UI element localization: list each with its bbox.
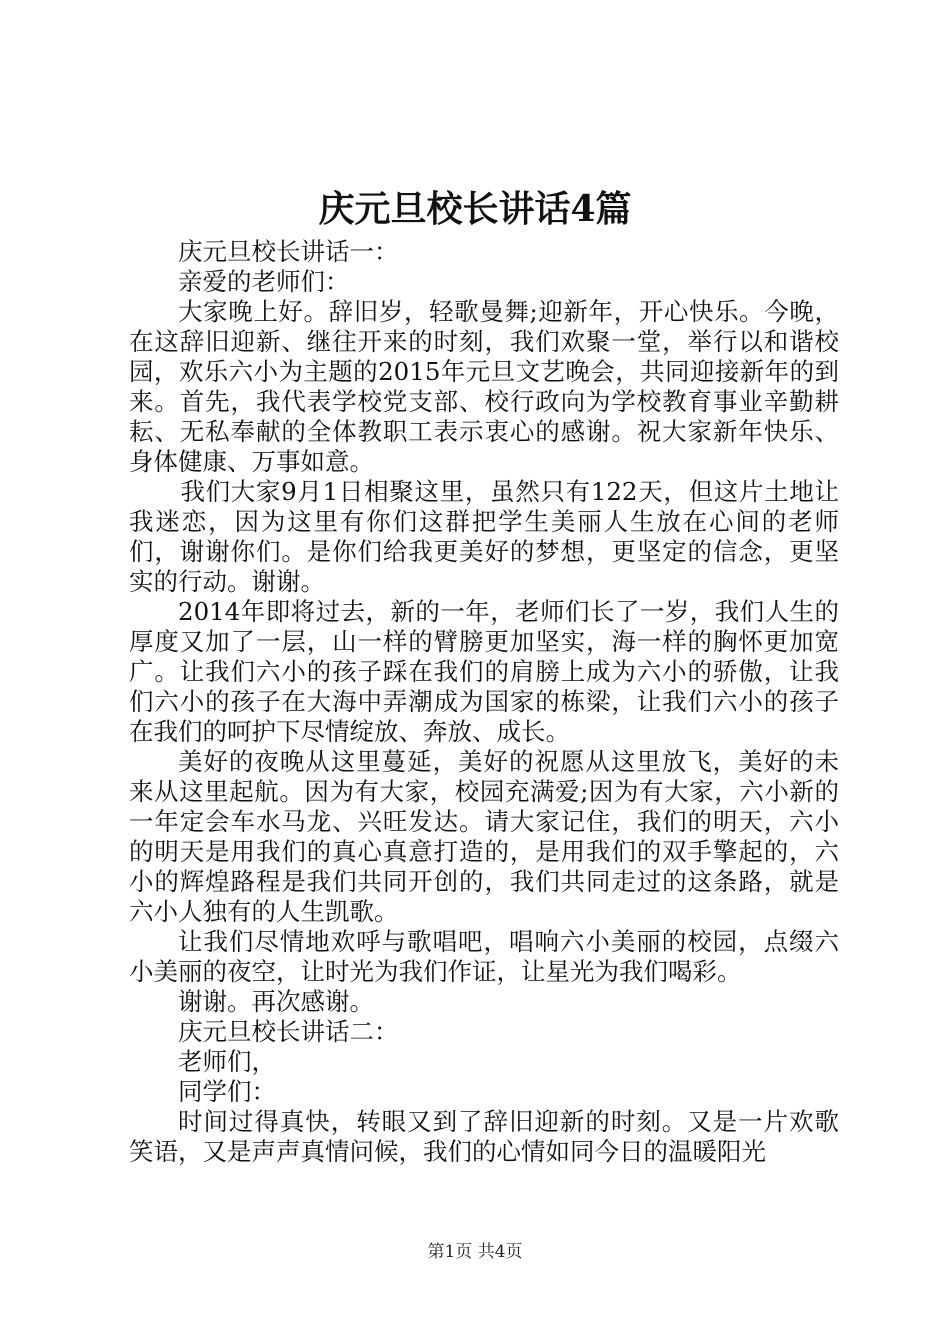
paragraph: 美好的夜晚从这里蔓延，美好的祝愿从这里放飞，美好的未来从这里起航。因为有大家，校园充满爱;因为有大家，六小新的一年定会车水马龙、兴旺发达。请大家记住，我们的明天，六小的明天是用我们的真心真意打造的，是用我们的双手擎起的，六小的辉煌路程是我们共同开创的，我们共同走过的这条路，就是六小人独有的人生凯歌。 — [129, 747, 839, 926]
document-body — [129, 237, 839, 1167]
page-footer: 第1页 共4页 — [427, 1242, 523, 1262]
paragraph: 时间过得真快，转眼又到了辞旧迎新的时刻。又是一片欢歌笑语，又是声声真情问候，我们的心情如同今日的温暖阳光 — [129, 1107, 839, 1166]
paragraph: 我们大家9月1日相聚这里，虽然只有122天，但这片土地让我迷恋，因为这里有你们这群把学生美丽人生放在心间的老师们，谢谢你们。是你们给我更美好的梦想，更坚定的信念，更坚实的行动。谢谢。 — [129, 477, 839, 596]
paragraph-heading-two: 庆元旦校长讲话二： — [178, 1017, 399, 1046]
document-title: 庆元旦校长讲话4篇 — [318, 188, 632, 230]
paragraph-salutation: 亲爱的老师们： — [178, 267, 350, 296]
paragraph-salutation: 同学们： — [178, 1077, 276, 1106]
paragraph: 谢谢。再次感谢。 — [178, 987, 374, 1016]
paragraph: 2014年即将过去，新的一年，老师们长了一岁，我们人生的厚度又加了一层，山一样的臂膀更加坚实，海一样的胸怀更加宽广。让我们六小的孩子踩在我们的肩膀上成为六小的骄傲，让我们六小的孩子在大海中弄潮成为国家的栋梁，让我们六小的孩子在我们的呵护下尽情绽放、奔放、成长。 — [129, 597, 839, 746]
paragraph-heading-one: 庆元旦校长讲话一： — [178, 237, 399, 266]
paragraph: 让我们尽情地欢呼与歌唱吧，唱响六小美丽的校园，点缀六小美丽的夜空，让时光为我们作证，让星光为我们喝彩。 — [129, 927, 839, 986]
paragraph-salutation: 老师们， — [178, 1047, 276, 1076]
paragraph: 大家晚上好。辞旧岁，轻歌曼舞;迎新年，开心快乐。今晚，在这辞旧迎新、继往开来的时刻，我们欢聚一堂，举行以和谐校园，欢乐六小为主题的2015年元旦文艺晚会，共同迎接新年的到来。首先，我代表学校党支部、校行政向为学校教育事业辛勤耕耘、无私奉献的全体教职工表示衷心的感谢。祝大家新年快乐、身体健康、万事如意。 — [129, 297, 839, 476]
